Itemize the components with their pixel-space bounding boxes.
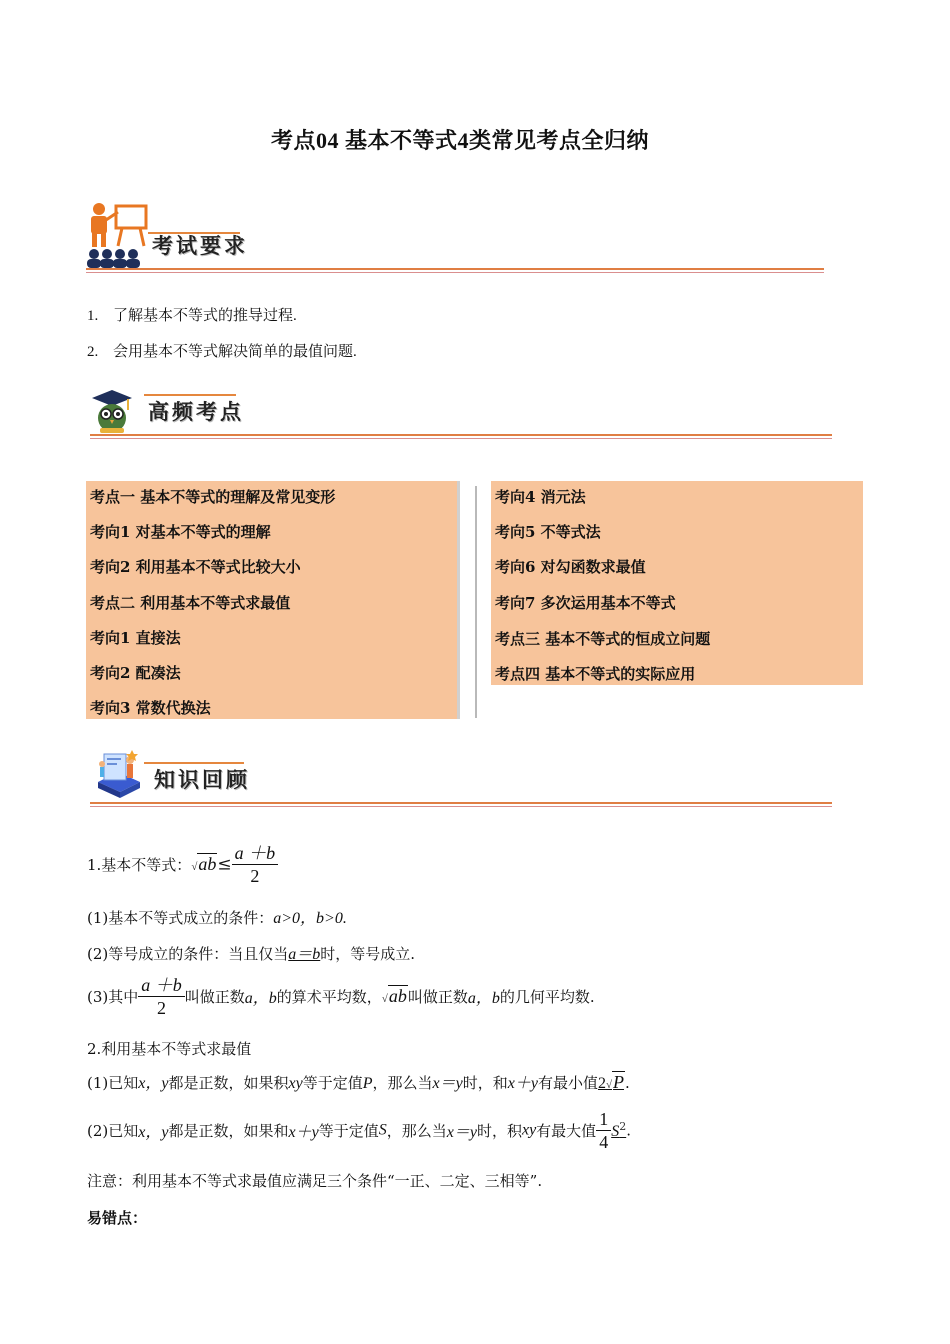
column-shadow bbox=[457, 481, 460, 719]
section-title: 考试要求 bbox=[152, 233, 248, 258]
toc-item[interactable]: 考点一 基本不等式的理解及常见变形 bbox=[90, 488, 336, 506]
header-underline-shadow bbox=[90, 438, 832, 439]
toc-right-column bbox=[491, 481, 863, 685]
section-title: 知识回顾 bbox=[154, 767, 250, 792]
header-underline-shadow bbox=[90, 806, 832, 807]
toc-item[interactable]: 考向2 利用基本不等式比较大小 bbox=[90, 558, 301, 576]
section-title: 高频考点 bbox=[148, 399, 244, 424]
toc-item[interactable]: 考向5 不等式法 bbox=[495, 523, 601, 541]
maximum-value-line: (2)已知x，y都是正数，如果和x＋y等于定值S，那么当x＝y时，积xy有最大值 $\frac{1}{4}$ $S^2$. bbox=[87, 1109, 631, 1152]
section-header-exam-requirements bbox=[86, 216, 824, 276]
toc-item[interactable]: 考点三 基本不等式的恒成立问题 bbox=[495, 630, 711, 648]
condition-line: (1)基本不等式成立的条件：a>0，b>0. bbox=[87, 909, 347, 927]
study-illustration-icon bbox=[90, 746, 146, 804]
requirement-item: 1. 了解基本不等式的推导过程. bbox=[87, 308, 297, 324]
toc-item[interactable]: 考向4 消元法 bbox=[495, 488, 586, 506]
mean-definition-line: (3)其中 $\frac{a +b}{2}$ 叫做正数a，b的算术平均数，√ab叫做正数a，b的几何平均数. bbox=[87, 975, 595, 1018]
toc-item[interactable]: 考向7 多次运用基本不等式 bbox=[495, 594, 676, 612]
subheading: 2.利用基本不等式求最值 bbox=[87, 1040, 252, 1058]
toc-item[interactable]: 考向2 配凑法 bbox=[90, 664, 181, 682]
basic-inequality-formula: 1.基本不等式：√ab≤ $\frac{a +b}{2}$ bbox=[87, 842, 278, 887]
toc-item[interactable]: 考向6 对勾函数求最值 bbox=[495, 558, 646, 576]
graduate-owl-icon bbox=[90, 388, 134, 434]
toc-item[interactable]: 考点二 利用基本不等式求最值 bbox=[90, 594, 291, 612]
equality-line: (2)等号成立的条件：当且仅当a＝b时，等号成立. bbox=[87, 945, 416, 963]
header-underline bbox=[86, 268, 824, 270]
toc-item[interactable]: 考点四 基本不等式的实际应用 bbox=[495, 665, 696, 683]
section-header-knowledge-review bbox=[90, 750, 832, 810]
toc-item[interactable]: 考向1 直接法 bbox=[90, 629, 181, 647]
minimum-value-line: (1)已知x，y都是正数，如果积xy等于定值P，那么当x＝y时，和x＋y有最小值2√P. bbox=[87, 1072, 630, 1092]
error-points-heading: 易错点： bbox=[87, 1209, 148, 1227]
page-title: 考点04 基本不等式4类常见考点全归纳 bbox=[270, 128, 649, 153]
fraction: $\frac{a +b}{2}$ bbox=[232, 842, 279, 887]
teacher-icon bbox=[86, 202, 152, 276]
note-line: 注意：利用基本不等式求最值应满足三个条件“一正、二定、三相等”. bbox=[87, 1172, 543, 1190]
section-header-high-frequency bbox=[90, 382, 832, 442]
fraction: $\frac{1}{4}$ bbox=[596, 1108, 611, 1153]
toc-divider bbox=[475, 486, 477, 718]
header-underline-shadow bbox=[86, 272, 824, 273]
toc-item[interactable]: 考向3 常数代换法 bbox=[90, 699, 211, 717]
toc-left-column bbox=[86, 481, 457, 719]
header-underline bbox=[90, 802, 832, 804]
header-underline bbox=[90, 434, 832, 436]
toc-item[interactable]: 考向1 对基本不等式的理解 bbox=[90, 523, 271, 541]
requirement-item: 2. 会用基本不等式解决简单的最值问题. bbox=[87, 344, 357, 360]
fraction: $\frac{a +b}{2}$ bbox=[138, 974, 185, 1019]
